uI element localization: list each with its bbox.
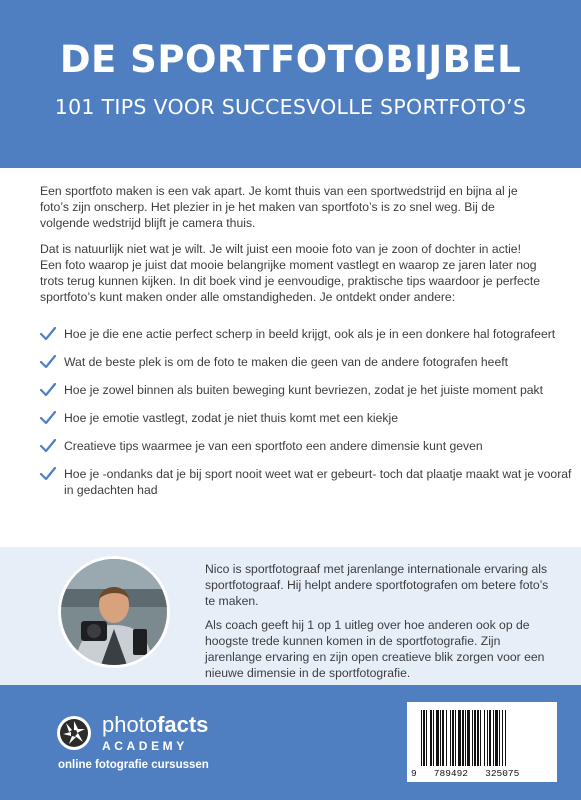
barcode-bar — [474, 710, 476, 766]
check-icon — [40, 467, 56, 481]
barcode-bar — [433, 710, 434, 766]
header-band — [0, 0, 581, 168]
barcode-bar — [502, 710, 503, 766]
barcode-bar — [426, 710, 427, 766]
barcode-bar — [472, 710, 473, 766]
aperture-logo-icon — [56, 715, 92, 751]
barcode-bar — [489, 710, 491, 766]
barcode-bar — [495, 710, 498, 766]
check-icon — [40, 327, 56, 341]
barcode-bar — [442, 710, 444, 766]
barcode-bar — [465, 710, 466, 766]
barcode-bar — [450, 710, 451, 766]
tip-text: Wat de beste plek is om de foto te maken die geen van de andere fotografen heeft — [64, 355, 509, 369]
check-icon — [40, 439, 56, 453]
barcode-bar — [458, 710, 461, 766]
book-title: DE SPORTFOTOBIJBEL — [59, 38, 522, 81]
barcode-bar — [423, 710, 425, 766]
tip-item — [40, 466, 574, 498]
barcode-bar — [455, 710, 456, 766]
barcode-bar — [462, 710, 464, 766]
logo-word-light: photo — [102, 712, 158, 737]
barcode-bar — [467, 710, 470, 766]
barcode-bar — [440, 710, 441, 766]
author-bio-2: Als coach geeft hij 1 op 1 uitleg over hoe anderen ook op de hoogste trede kunnen komen in de sportfotografie. Zijn jarenlange ervaring en zijn open creatieve blik zorgen voor een nieuwe dimensie in de sportfotografie. — [205, 618, 545, 680]
tip-item — [40, 382, 574, 398]
tip-text: Creatieve tips waarmee je van een sportfoto een andere dimensie kunt geven — [64, 439, 483, 453]
barcode-bar — [430, 710, 432, 766]
barcode-bar — [436, 710, 439, 766]
tip-item — [40, 354, 574, 370]
book-subtitle: 101 TIPS VOOR SUCCESVOLLE SPORTFOTO’S — [54, 95, 527, 119]
check-icon — [40, 411, 56, 425]
tip-item — [40, 438, 574, 454]
barcode-bar — [487, 710, 488, 766]
check-icon — [40, 355, 56, 369]
barcode-bar — [477, 710, 479, 766]
barcode — [407, 702, 557, 782]
barcode-bar — [484, 710, 485, 766]
barcode-bar — [499, 710, 500, 766]
tip-text: Hoe je -ondanks dat je bij sport nooit weet wat er gebeurt- toch dat plaatje maakt wat je vooraf in gedachten had — [64, 467, 572, 497]
barcode-bar — [505, 710, 506, 766]
barcode-bar — [421, 710, 422, 766]
tip-item — [40, 410, 574, 426]
barcode-bar — [493, 710, 494, 766]
logo-word-bold: facts — [157, 712, 209, 737]
logo-academy: ACADEMY — [102, 739, 188, 753]
intro-paragraph-2: Dat is natuurlijk niet wat je wilt. Je wilt juist een mooie foto van je zoon of dochter in actie! Een foto waarop je juist dat mooie belangrijke moment vastlegt en waarop ze jaren later nog trots terug kunnen kijken. In dit boek vind je eenvoudige, praktische tips waardoor je perfecte sportfoto’s kunt maken onder alle omstandigheden. Je ontdekt onder andere: — [40, 242, 540, 304]
tip-text: Hoe je zowel binnen als buiten beweging kunt bevriezen, zodat je het juiste moment pakt — [64, 383, 543, 397]
barcode-number: 9 789492 325075 — [411, 768, 520, 779]
tip-text: Hoe je die ene actie perfect scherp in beeld krijgt, ook als je in een donkere hal fotografeert — [64, 327, 556, 341]
author-photo — [58, 556, 170, 668]
logo-wordmark — [102, 713, 208, 737]
check-icon — [40, 383, 56, 397]
barcode-bar — [452, 710, 454, 766]
tip-item — [40, 326, 574, 342]
tip-text: Hoe je emotie vastlegt, zodat je niet thuis komt met een kiekje — [64, 411, 398, 425]
barcode-bar — [480, 710, 481, 766]
author-bio-1: Nico is sportfotograaf met jarenlange internationale ervaring als sportfotograaf. Hij helpt andere sportfotografen om betere foto’s te maken. — [205, 562, 549, 608]
barcode-bar — [446, 710, 447, 766]
intro-paragraph-1: Een sportfoto maken is een vak apart. Je komt thuis van een sportwedstrijd en bijna al je foto’s zijn onscherp. Het plezier in je het maken van sportfoto’s is zo snel weg. Bij de volgende wedstrijd blijft je camera thuis. — [40, 184, 518, 230]
footer-tagline: online fotografie cursussen — [58, 759, 209, 771]
